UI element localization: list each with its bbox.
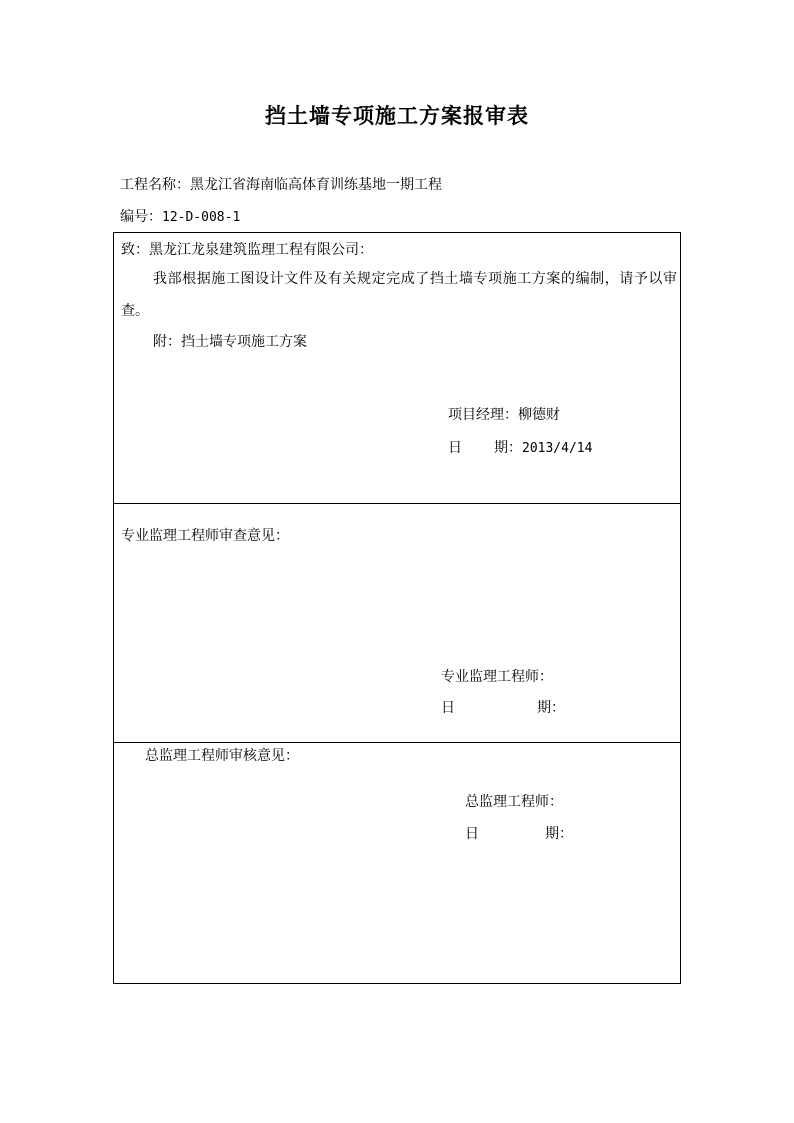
submission-date-value: 2013/4/14 [522, 441, 593, 456]
submission-body: 我部根据施工图设计文件及有关规定完成了挡土墙专项施工方案的编制，请予以审查。 [121, 271, 677, 319]
date-label-day: 日 [448, 440, 462, 456]
date-label-day: 日 [441, 700, 455, 716]
document-number-label: 编号： [120, 209, 162, 225]
attachment-label: 附： [153, 334, 181, 350]
document-number-line [120, 206, 240, 226]
project-name-value: 黑龙江省海南临高体育训练基地一期工程 [190, 177, 442, 193]
approval-form-table [113, 232, 681, 984]
submission-date-line [448, 437, 592, 457]
recipient-company: 黑龙江龙泉建筑监理工程有限公司： [149, 242, 373, 258]
project-manager-name: 柳德财 [518, 407, 560, 423]
chief-engineer-signature-label: 总监理工程师： [465, 794, 563, 810]
date-label-period: 期： [494, 440, 522, 456]
recipient-line [121, 239, 373, 259]
project-manager-label: 项目经理： [448, 407, 518, 423]
specialist-date-line [441, 697, 565, 717]
chief-date-line [465, 823, 573, 843]
submission-section [114, 233, 680, 504]
project-manager-line [448, 404, 560, 424]
attachment-value: 挡土墙专项施工方案 [181, 334, 307, 350]
page-title: 挡土墙专项施工方案报审表 [265, 103, 529, 128]
specialist-opinion-label: 专业监理工程师审查意见： [121, 528, 289, 544]
recipient-label: 致： [121, 242, 149, 258]
attachment-line [153, 331, 307, 351]
date-label-period: 期： [537, 700, 565, 716]
date-label-day: 日 [465, 826, 479, 842]
project-name-line [120, 174, 442, 194]
chief-opinion-label: 总监理工程师审核意见： [145, 748, 299, 764]
project-name-label: 工程名称： [120, 177, 190, 193]
chief-review-section [114, 743, 680, 983]
specialist-review-section [114, 504, 680, 743]
date-label-period: 期： [545, 826, 573, 842]
specialist-engineer-signature-label: 专业监理工程师： [441, 669, 553, 685]
document-number-value: 12-D-008-1 [162, 210, 241, 225]
